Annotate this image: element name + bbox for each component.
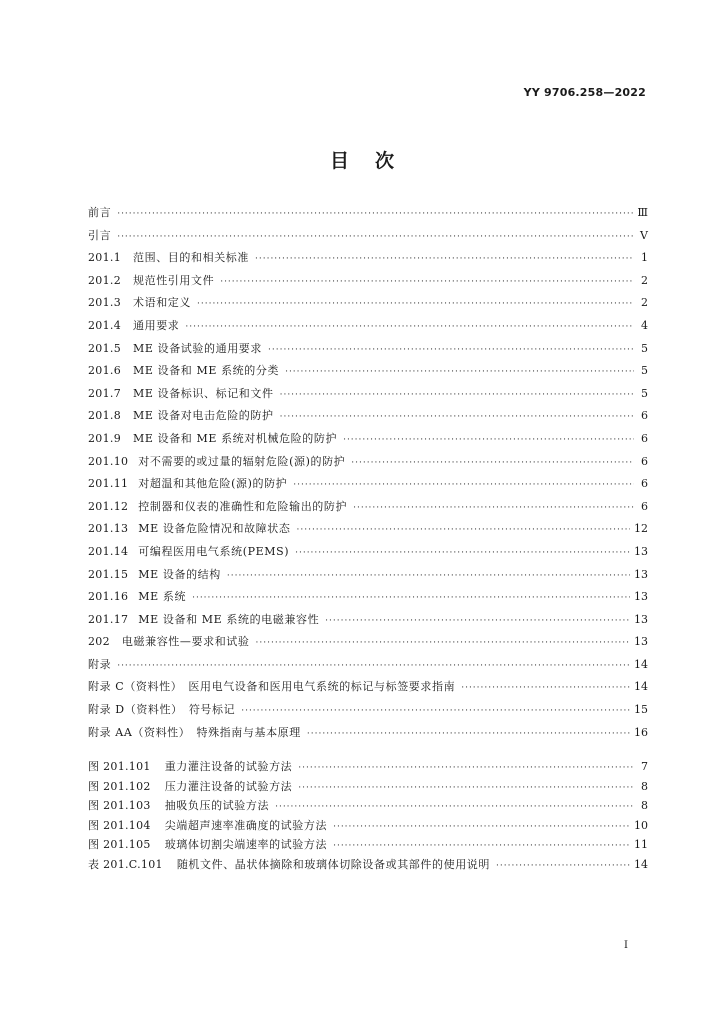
entry-title: ME 设备对电击危险的防护 xyxy=(133,409,274,423)
entry-number: 201.10 xyxy=(88,454,129,468)
dot-leader xyxy=(285,367,634,377)
toc-entry[interactable] xyxy=(88,362,648,385)
entry-title: ME 设备和 ME 系统对机械危险的防护 xyxy=(133,431,338,445)
entry-number: 图 201.102 xyxy=(88,779,151,793)
toc-entry[interactable] xyxy=(88,701,648,724)
entry-number: 201.16 xyxy=(88,590,129,604)
toc-entry[interactable] xyxy=(88,520,648,543)
toc-entry[interactable] xyxy=(88,543,648,566)
entry-title: 控制器和仪表的准确性和危险输出的防护 xyxy=(138,499,348,513)
entry-page-number: Ⅴ xyxy=(640,228,648,242)
toc-entry[interactable] xyxy=(88,430,648,453)
entry-page-number: 2 xyxy=(641,273,648,287)
toc-entry[interactable] xyxy=(88,317,648,340)
dot-leader xyxy=(496,861,630,871)
dot-leader xyxy=(333,841,630,851)
entry-title: 前言 xyxy=(88,206,112,219)
entry-page-number: 6 xyxy=(641,409,648,423)
entry-page-number: 13 xyxy=(634,567,648,581)
toc-entry[interactable] xyxy=(88,656,648,679)
entry-page-number: 2 xyxy=(641,296,648,310)
dot-leader xyxy=(255,254,634,264)
dot-leader xyxy=(298,763,634,773)
entry-number: 图 201.104 xyxy=(88,818,151,832)
dot-leader xyxy=(117,209,633,219)
dot-leader xyxy=(117,232,634,242)
dot-leader xyxy=(275,802,634,812)
dot-leader xyxy=(197,299,634,309)
toc-entry[interactable] xyxy=(88,566,648,589)
entry-page-number: 15 xyxy=(634,703,648,717)
figure-table-list xyxy=(88,758,648,876)
entry-title: 抽吸负压的试验方法 xyxy=(164,799,270,813)
entry-page-number: 13 xyxy=(634,612,648,626)
figure-entry[interactable] xyxy=(88,797,648,817)
entry-title: 压力灌注设备的试验方法 xyxy=(164,779,293,793)
figure-entry[interactable] xyxy=(88,778,648,798)
entry-page-number: 4 xyxy=(641,318,648,332)
figure-entry[interactable] xyxy=(88,856,648,876)
entry-number: 201.3 xyxy=(88,296,121,310)
table-of-contents xyxy=(88,204,648,746)
dot-leader xyxy=(227,571,630,581)
entry-title: 通用要求 xyxy=(133,318,180,332)
entry-title: 随机文件、晶状体摘除和玻璃体切除设备或其部件的使用说明 xyxy=(176,857,491,871)
entry-title: ME 设备危险情况和故障状态 xyxy=(138,522,291,536)
entry-title: 附录 AA（资料性） 特殊指南与基本原理 xyxy=(88,725,301,739)
entry-title: 附录 D（资料性） 符号标记 xyxy=(88,703,236,717)
dot-leader xyxy=(280,390,634,400)
entry-page-number: 14 xyxy=(634,680,648,694)
dot-leader xyxy=(343,435,634,445)
toc-entry[interactable] xyxy=(88,204,648,227)
dot-leader xyxy=(241,706,630,716)
entry-number: 201.9 xyxy=(88,431,121,445)
dot-leader xyxy=(333,822,630,832)
entry-title: 对超温和其他危险(源)的防护 xyxy=(138,477,288,491)
entry-title: ME 设备试验的通用要求 xyxy=(133,341,262,355)
toc-entry[interactable] xyxy=(88,407,648,430)
entry-number: 表 201.C.101 xyxy=(88,857,163,871)
dot-leader xyxy=(192,593,630,603)
entry-number: 201.14 xyxy=(88,544,129,558)
dot-leader xyxy=(351,458,634,468)
toc-entry[interactable] xyxy=(88,294,648,317)
entry-page-number: Ⅲ xyxy=(637,206,648,219)
entry-number: 201.12 xyxy=(88,499,129,513)
toc-entry[interactable] xyxy=(88,475,648,498)
entry-page-number: 6 xyxy=(641,499,648,513)
entry-title: 重力灌注设备的试验方法 xyxy=(164,760,293,773)
entry-page-number: 13 xyxy=(634,590,648,604)
entry-title: 对不需要的或过量的辐射危险(源)的防护 xyxy=(138,454,346,468)
entry-number: 202 xyxy=(88,635,110,649)
entry-title: 玻璃体切割尖端速率的试验方法 xyxy=(164,838,328,852)
entry-title: 电磁兼容性—要求和试验 xyxy=(121,635,250,649)
entry-page-number: 1 xyxy=(641,251,648,265)
standard-number: YY 9706.258—2022 xyxy=(523,86,646,99)
page-title: 目次 xyxy=(329,150,420,172)
entry-page-number: 6 xyxy=(641,477,648,491)
entry-title: ME 系统 xyxy=(138,590,187,604)
dot-leader xyxy=(298,783,634,793)
toc-entry[interactable] xyxy=(88,385,648,408)
dot-leader xyxy=(297,525,631,535)
entry-page-number: 7 xyxy=(641,760,648,773)
entry-title: 附录 C（资料性） 医用电气设备和医用电气系统的标记与标签要求指南 xyxy=(88,680,456,694)
entry-page-number: 6 xyxy=(641,431,648,445)
figure-entry[interactable] xyxy=(88,817,648,837)
dot-leader xyxy=(220,277,634,287)
entry-number: 201.8 xyxy=(88,409,121,423)
entry-number: 201.5 xyxy=(88,341,121,355)
dot-leader xyxy=(353,503,634,513)
entry-page-number: 10 xyxy=(634,818,648,832)
entry-page-number: 6 xyxy=(641,454,648,468)
toc-entry[interactable] xyxy=(88,588,648,611)
entry-number: 201.1 xyxy=(88,251,121,265)
entry-page-number: 8 xyxy=(641,799,648,813)
entry-title: ME 设备和 ME 系统的电磁兼容性 xyxy=(138,612,320,626)
toc-entry[interactable] xyxy=(88,272,648,295)
toc-entry[interactable] xyxy=(88,227,648,250)
toc-entry[interactable] xyxy=(88,340,648,363)
entry-page-number: 5 xyxy=(641,386,648,400)
entry-number: 图 201.101 xyxy=(88,760,151,773)
toc-entry[interactable] xyxy=(88,498,648,521)
entry-number: 图 201.105 xyxy=(88,838,151,852)
toc-entry[interactable] xyxy=(88,453,648,476)
toc-entry[interactable] xyxy=(88,633,648,656)
entry-page-number: 13 xyxy=(634,544,648,558)
dot-leader xyxy=(295,548,630,558)
entry-page-number: 11 xyxy=(634,838,648,852)
entry-title: 术语和定义 xyxy=(133,296,191,310)
entry-title: 尖端超声速率准确度的试验方法 xyxy=(164,818,328,832)
figure-entry[interactable] xyxy=(88,836,648,856)
entry-number: 201.13 xyxy=(88,522,129,536)
entry-title: 可编程医用电气系统(PEMS) xyxy=(138,544,290,558)
dot-leader xyxy=(268,345,634,355)
dot-leader xyxy=(280,412,634,422)
entry-page-number: 13 xyxy=(634,635,648,649)
entry-number: 201.15 xyxy=(88,567,129,581)
dot-leader xyxy=(117,661,630,671)
dot-leader xyxy=(185,322,634,332)
entry-page-number: 14 xyxy=(634,857,648,871)
entry-title: ME 设备的结构 xyxy=(138,567,221,581)
entry-page-number: 16 xyxy=(634,725,648,739)
entry-page-number: 12 xyxy=(634,522,648,536)
entry-number: 201.17 xyxy=(88,612,129,626)
page-number: I xyxy=(624,940,628,951)
entry-title: 引言 xyxy=(88,228,112,242)
entry-title: 附录 xyxy=(88,657,112,671)
dot-leader xyxy=(307,729,630,739)
entry-title: ME 设备标识、标记和文件 xyxy=(133,386,274,400)
entry-number: 图 201.103 xyxy=(88,799,151,813)
entry-number: 201.7 xyxy=(88,386,121,400)
entry-number: 201.11 xyxy=(88,477,129,491)
dot-leader xyxy=(293,480,634,490)
toc-entry[interactable] xyxy=(88,724,648,747)
entry-number: 201.4 xyxy=(88,318,121,332)
dot-leader xyxy=(256,638,630,648)
toc-entry[interactable] xyxy=(88,678,648,701)
entry-title: ME 设备和 ME 系统的分类 xyxy=(133,364,280,378)
figure-entry[interactable] xyxy=(88,758,648,778)
entry-number: 201.2 xyxy=(88,273,121,287)
toc-entry[interactable] xyxy=(88,611,648,634)
entry-page-number: 5 xyxy=(641,364,648,378)
dot-leader xyxy=(461,683,630,693)
entry-page-number: 14 xyxy=(634,657,648,671)
dot-leader xyxy=(325,616,630,626)
entry-number: 201.6 xyxy=(88,364,121,378)
toc-entry[interactable] xyxy=(88,249,648,272)
entry-title: 范围、目的和相关标准 xyxy=(133,251,249,265)
entry-title: 规范性引用文件 xyxy=(133,273,215,287)
entry-page-number: 8 xyxy=(641,779,648,793)
entry-page-number: 5 xyxy=(641,341,648,355)
